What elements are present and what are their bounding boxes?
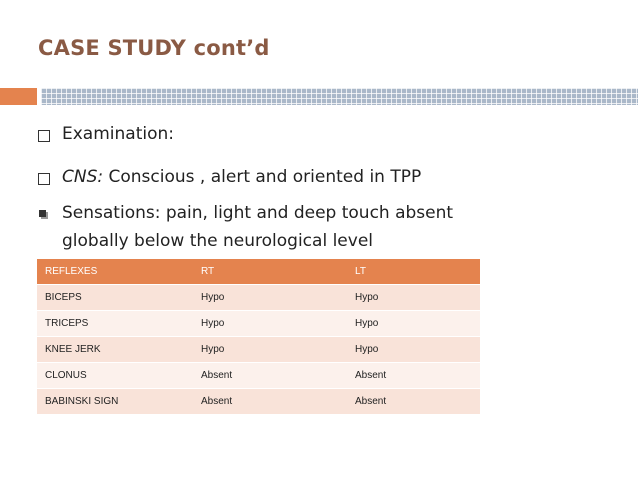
bullet-text: Sensations: pain, light and deep touch absent <box>62 203 454 223</box>
table-row <box>37 285 480 311</box>
cell-rt: Hypo <box>193 311 347 337</box>
cell-lt: Hypo <box>347 337 480 363</box>
cell-reflex: KNEE JERK <box>37 337 193 363</box>
checkbox-bullet-icon <box>38 130 50 142</box>
header-rt: RT <box>193 259 347 285</box>
table-header-row <box>37 259 480 285</box>
cell-rt: Hypo <box>193 285 347 311</box>
cell-rt: Absent <box>193 389 347 415</box>
table-row <box>37 389 480 415</box>
bullet-text: Conscious , alert and oriented in TPP <box>103 167 422 187</box>
table-row <box>37 363 480 389</box>
square-bullet-icon <box>39 210 46 217</box>
cell-lt: Hypo <box>347 285 480 311</box>
reflexes-table <box>37 259 480 415</box>
bullet-prefix: CNS: <box>62 167 104 187</box>
cell-lt: Absent <box>347 389 480 415</box>
cell-reflex: BABINSKI SIGN <box>37 389 193 415</box>
table-row <box>37 337 480 363</box>
cell-rt: Hypo <box>193 337 347 363</box>
checkbox-bullet-icon <box>38 173 50 185</box>
pattern-bar <box>41 88 638 105</box>
table-row <box>37 311 480 337</box>
cell-reflex: TRICEPS <box>37 311 193 337</box>
cell-rt: Absent <box>193 363 347 389</box>
bullet-continuation: globally below the neurological level <box>62 231 373 251</box>
bullet-text: Examination: <box>62 124 174 144</box>
cell-lt: Absent <box>347 363 480 389</box>
accent-bar <box>0 88 37 105</box>
header-lt: LT <box>347 259 480 285</box>
cell-reflex: CLONUS <box>37 363 193 389</box>
slide-title: CASE STUDY cont’d <box>38 36 270 60</box>
cell-lt: Hypo <box>347 311 480 337</box>
cell-reflex: BICEPS <box>37 285 193 311</box>
header-reflexes: REFLEXES <box>37 259 193 285</box>
